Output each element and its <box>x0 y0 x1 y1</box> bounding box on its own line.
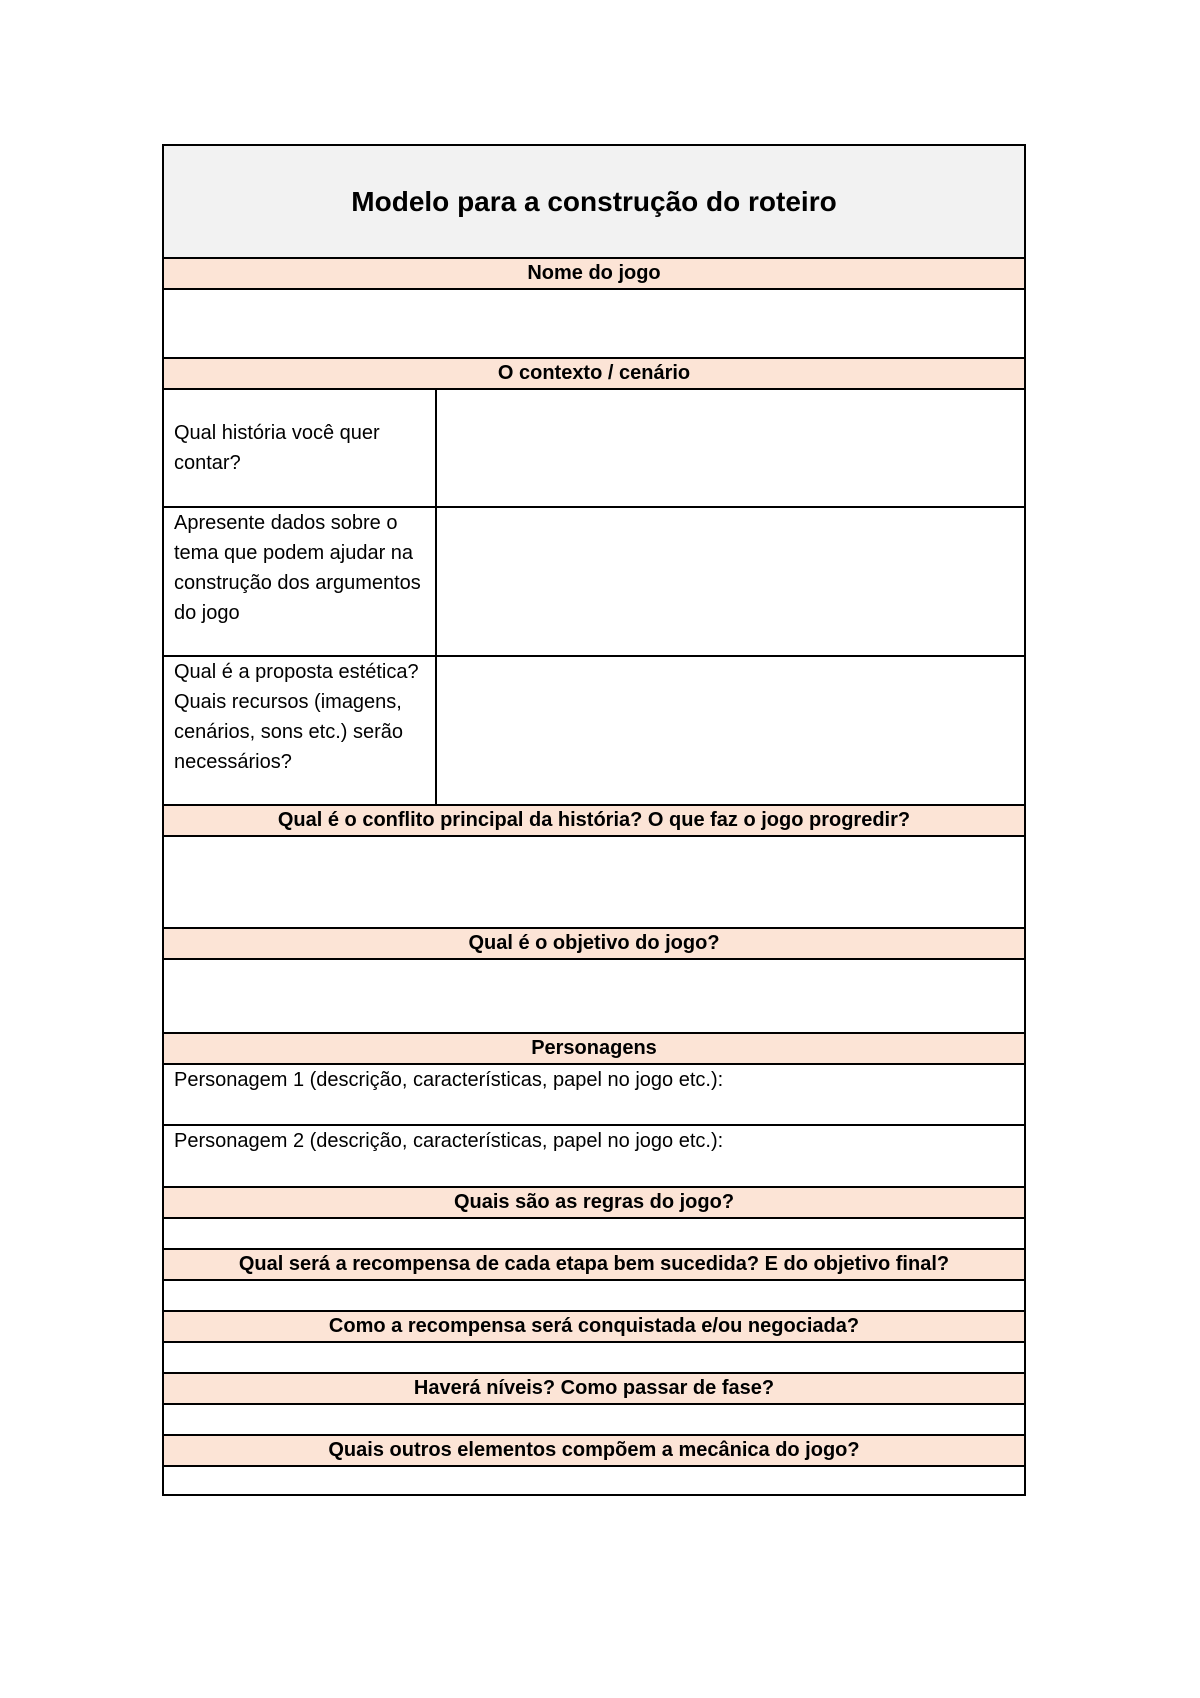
personagem-2-field[interactable] <box>164 1124 1024 1186</box>
section-header-nome-do-jogo: Nome do jogo <box>164 257 1024 288</box>
nome-do-jogo-field[interactable] <box>164 288 1024 357</box>
section-header-conflito: Qual é o conflito principal da história? O que faz o jogo progredir? <box>164 804 1024 835</box>
contexto-row-estetica <box>164 655 1024 804</box>
conflito-field[interactable] <box>164 835 1024 927</box>
answer-dados-field[interactable] <box>437 508 1024 655</box>
mecanica-field[interactable] <box>164 1465 1024 1494</box>
contexto-row-historia <box>164 388 1024 506</box>
section-header-objetivo: Qual é o objetivo do jogo? <box>164 927 1024 958</box>
personagem-2-label: Personagem 2 (descrição, características, papel no jogo etc.): <box>174 1130 724 1152</box>
niveis-field[interactable] <box>164 1403 1024 1434</box>
objetivo-field[interactable] <box>164 958 1024 1032</box>
roteiro-form <box>162 144 1026 1496</box>
section-header-mecanica: Quais outros elementos compõem a mecânica do jogo? <box>164 1434 1024 1465</box>
section-header-conquista: Como a recompensa será conquistada e/ou negociada? <box>164 1310 1024 1341</box>
section-header-recompensa: Qual será a recompensa de cada etapa bem sucedida? E do objetivo final? <box>164 1248 1024 1279</box>
question-historia: Qual história você quer contar? <box>164 390 437 506</box>
section-header-regras: Quais são as regras do jogo? <box>164 1186 1024 1217</box>
section-header-contexto: O contexto / cenário <box>164 357 1024 388</box>
contexto-row-dados <box>164 506 1024 655</box>
personagem-1-label: Personagem 1 (descrição, características, papel no jogo etc.): <box>174 1069 724 1091</box>
section-header-niveis: Haverá níveis? Como passar de fase? <box>164 1372 1024 1403</box>
question-dados: Apresente dados sobre o tema que podem ajudar na construção dos argumentos do jogo <box>164 508 437 655</box>
answer-historia-field[interactable] <box>437 390 1024 506</box>
personagem-1-field[interactable] <box>164 1063 1024 1124</box>
question-estetica: Qual é a proposta estética? Quais recursos (imagens, cenários, sons etc.) serão necessários? <box>164 657 437 804</box>
recompensa-field[interactable] <box>164 1279 1024 1310</box>
section-header-personagens: Personagens <box>164 1032 1024 1063</box>
answer-estetica-field[interactable] <box>437 657 1024 804</box>
conquista-field[interactable] <box>164 1341 1024 1372</box>
regras-field[interactable] <box>164 1217 1024 1248</box>
form-title: Modelo para a construção do roteiro <box>164 146 1024 257</box>
